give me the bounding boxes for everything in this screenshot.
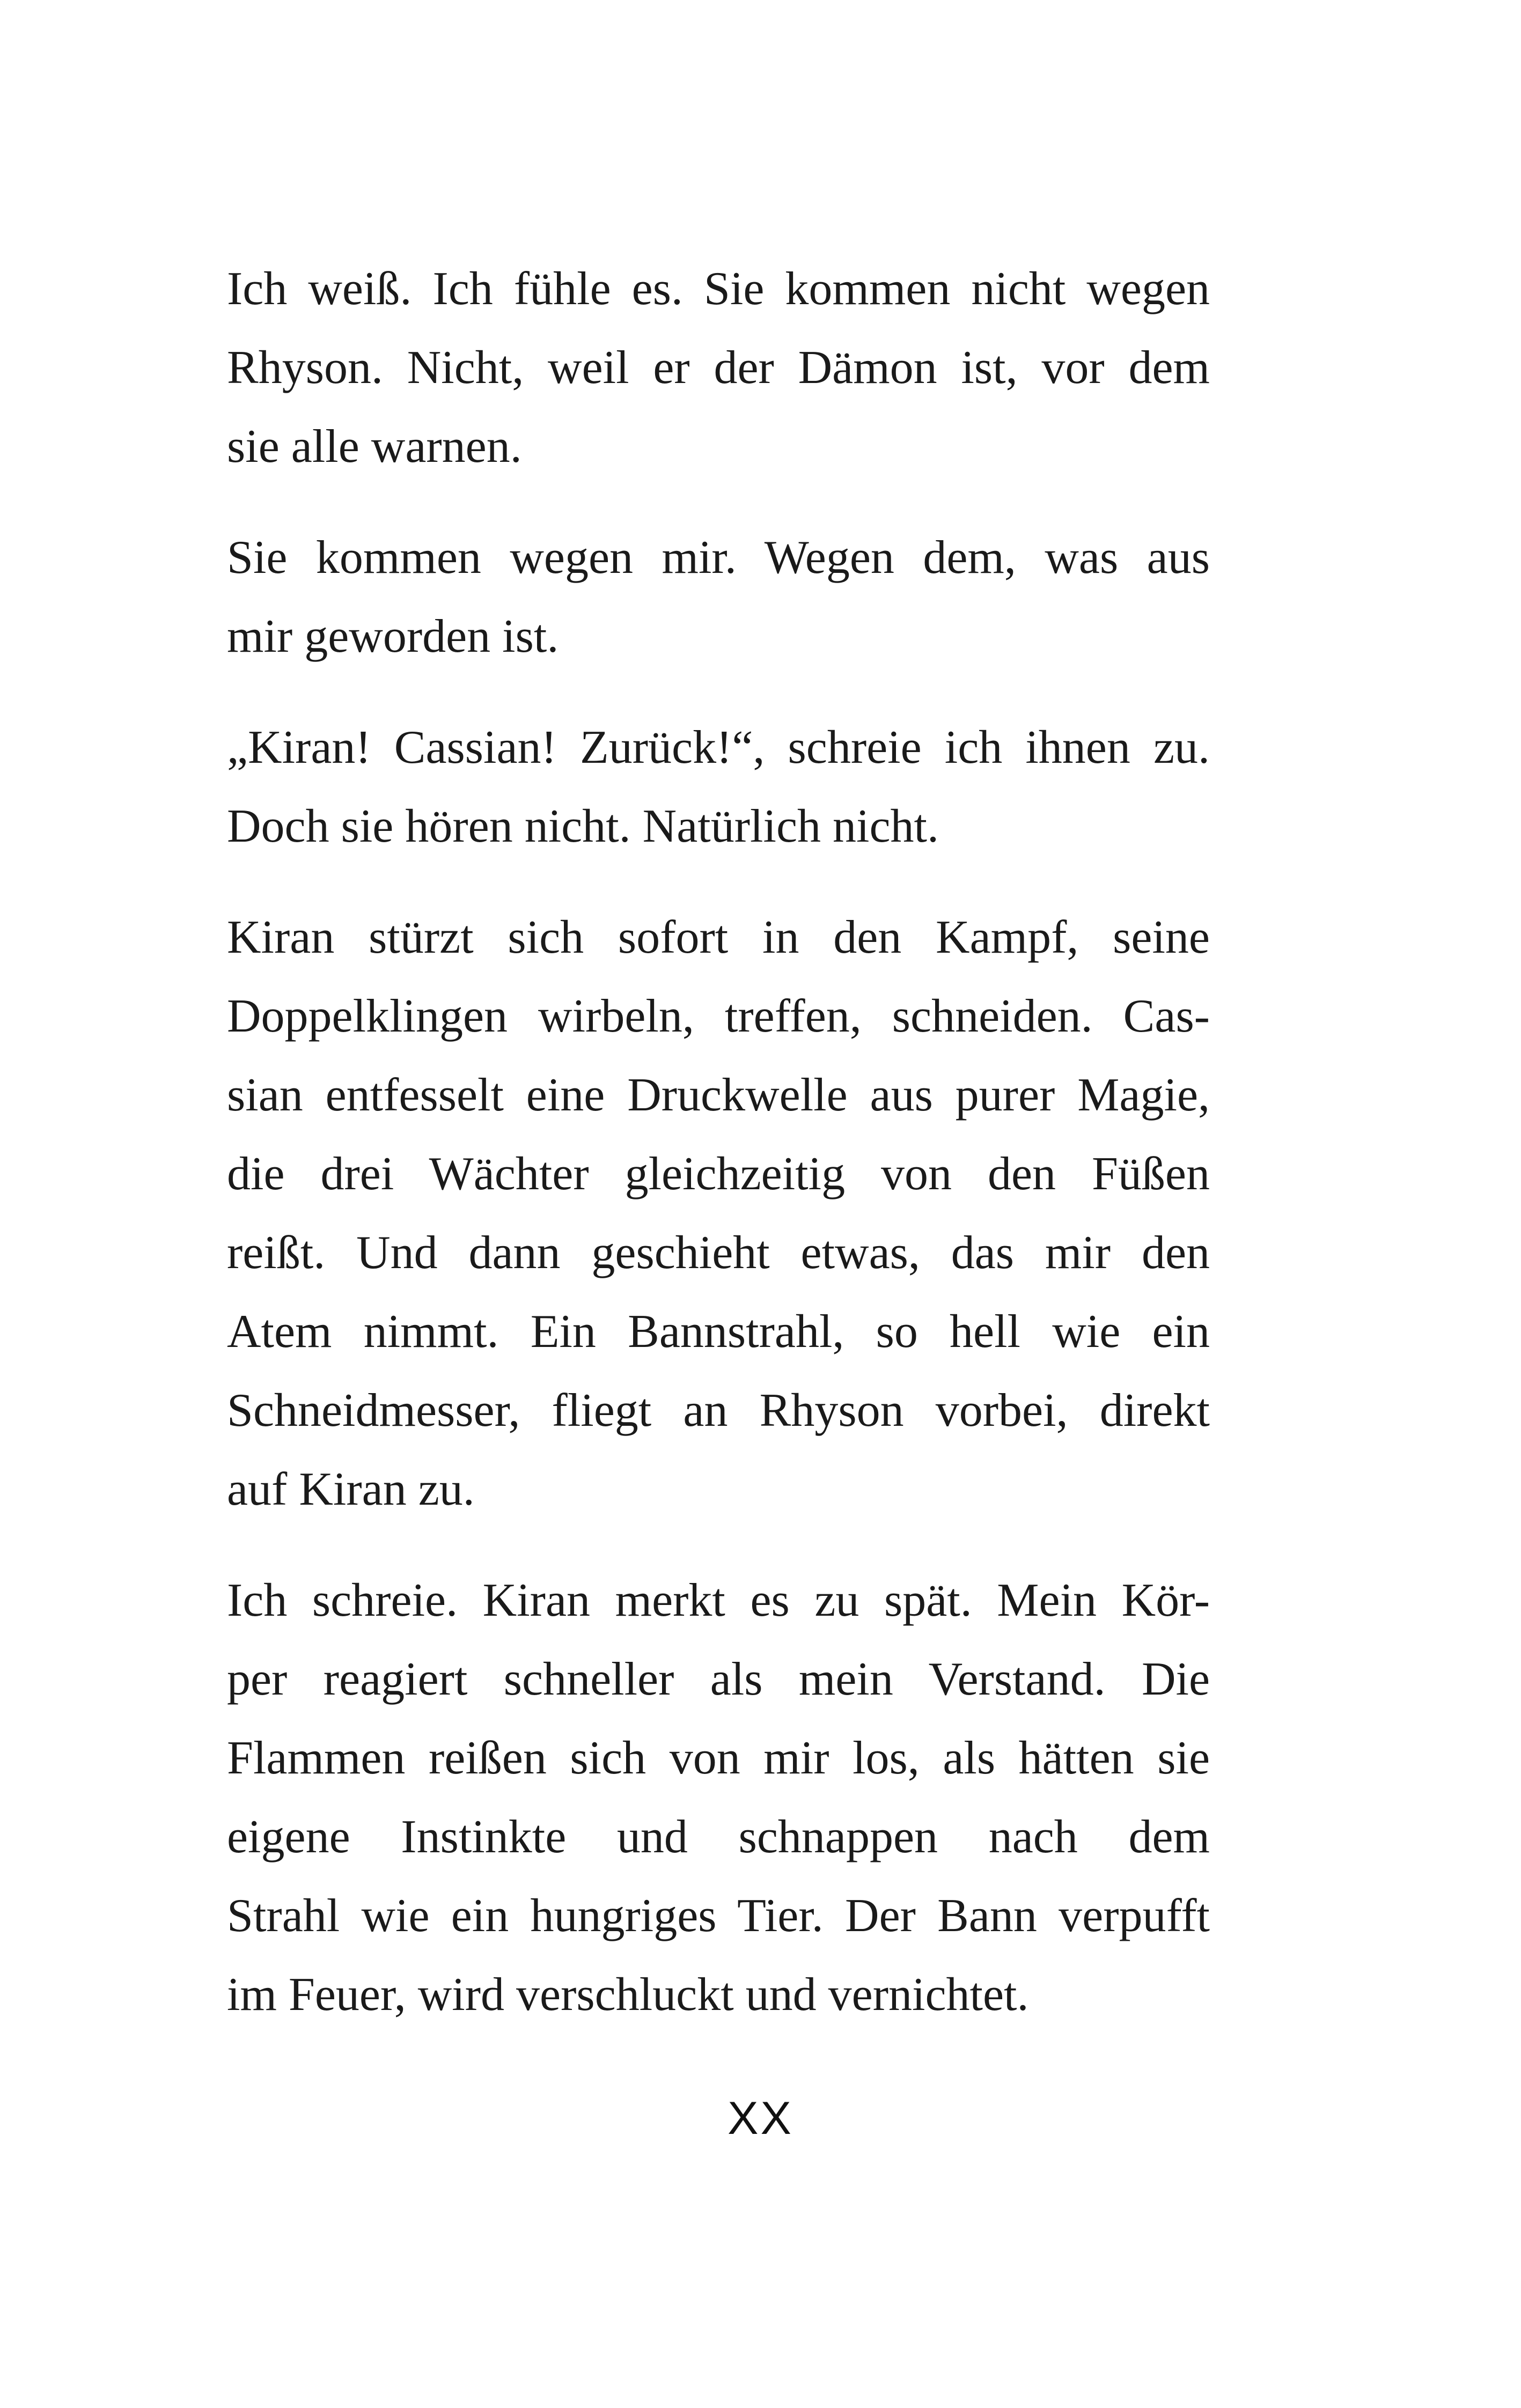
text-line: eigene Instinkte und schnappen nach dem: [227, 1811, 1210, 1863]
paragraph-2: [227, 518, 1210, 676]
text-line: reißt. Und dann geschieht etwas, das mir den: [227, 1227, 1210, 1279]
text-line: die drei Wächter gleichzeitig von den Füßen: [227, 1148, 1210, 1200]
text-line: Atem nimmt. Ein Bannstrahl, so hell wie ein: [227, 1306, 1210, 1358]
text-line: Kiran stürzt sich sofort in den Kampf, seine: [227, 911, 1210, 963]
text-line: sian entfesselt eine Druckwelle aus purer Magie,: [227, 1069, 1210, 1121]
text-line: Schneidmesser, fliegt an Rhyson vorbei, direkt: [227, 1385, 1210, 1437]
text-line: sie alle warnen.: [227, 421, 522, 473]
text-line: Sie kommen wegen mir. Wegen dem, was aus: [227, 532, 1210, 584]
text-line: Rhyson. Nicht, weil er der Dämon ist, vor dem: [227, 342, 1210, 394]
text-line: mir geworden ist.: [227, 610, 559, 662]
paragraph-4: [227, 898, 1210, 1529]
text-line: Ich schreie. Kiran merkt es zu spät. Mein Kör-: [227, 1574, 1210, 1626]
page-number: XX: [728, 2093, 793, 2144]
paragraph-5: [227, 1561, 1210, 2034]
text-line: im Feuer, wird verschluckt und vernichtet.: [227, 1969, 1029, 2021]
body-text: [227, 249, 1210, 2066]
text-line: Strahl wie ein hungriges Tier. Der Bann verpufft: [227, 1890, 1210, 1942]
paragraph-3: [227, 708, 1210, 866]
paragraph-1: [227, 249, 1210, 486]
text-line: Doch sie hören nicht. Natürlich nicht.: [227, 800, 939, 852]
text-line: „Kiran! Cassian! Zurück!“, schreie ich ihnen zu.: [227, 721, 1210, 774]
text-line: Ich weiß. Ich fühle es. Sie kommen nicht wegen: [227, 263, 1210, 315]
text-line: auf Kiran zu.: [227, 1463, 475, 1515]
text-line: Flammen reißen sich von mir los, als hätten sie: [227, 1732, 1210, 1784]
text-line: Doppelklingen wirbeln, treffen, schneiden. Cas-: [227, 990, 1210, 1042]
text-line: per reagiert schneller als mein Verstand. Die: [227, 1653, 1210, 1705]
